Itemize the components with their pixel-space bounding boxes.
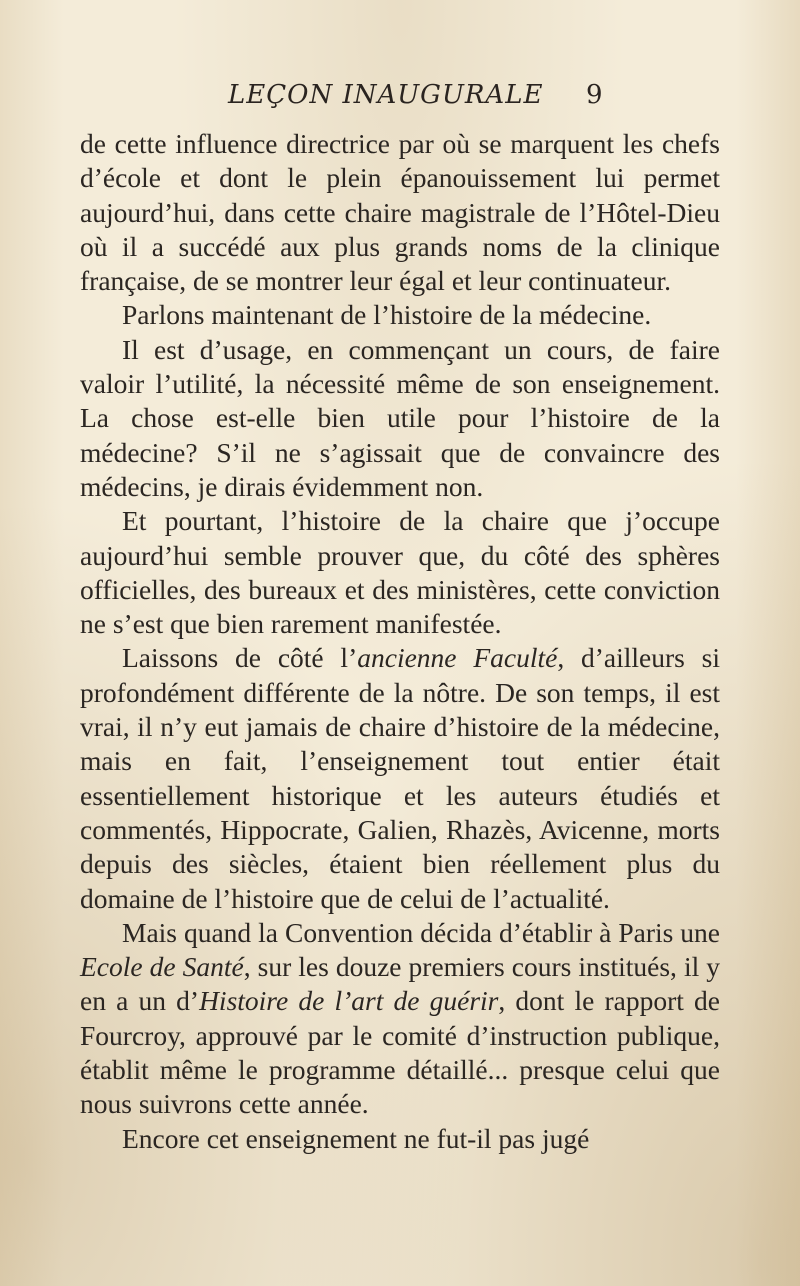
- page-header: [0, 80, 800, 120]
- text-run: , sur les douze premiers cours institués, il y en a un d’: [80, 951, 721, 1017]
- text-run: Et pourtant, l’histoire de la chaire que j’occupe aujourd’hui semble prouver que, du côté des sphères officielles, des bureaux et des ministères, cette conviction ne s’est que bien rarement manifestée.: [80, 505, 720, 640]
- text-run: , d’ailleurs si profondément différente de la nôtre. De son temps, il est vrai, il n’y eut jamais de chaire d’histoire de la médecine, mais en fait, l’enseignement tout entier était essentiellement historique et les auteurs étudiés et commentés, Hippocrate, Galien, Rhazès, Avicenne, morts depuis des siècles, étaient bien réellement plus du domaine de l’histoire que de celui de l’actualité.: [80, 642, 720, 914]
- text-run: Encore cet enseignement ne fut-il pas jugé: [122, 1122, 590, 1154]
- text-run: Parlons maintenant de l’histoire de la médecine.: [122, 299, 652, 331]
- text-run: , dont le rapport de Fourcroy, approuvé par le comité d’instruction publique, établit même le programme détaillé... presque celui que nous suivrons cette année.: [80, 985, 721, 1120]
- paragraph-3: [80, 333, 720, 504]
- paragraph-1: [80, 127, 720, 298]
- paragraph-2: [80, 298, 720, 332]
- text-run: Il est d’usage, en commençant un cours, de faire valoir l’utilité, la nécessité même de son enseignement. La chose est-elle bien utile pour l’histoire de la médecine? S’il ne s’agissait que de convaincre des médecins, je dirais évidemment non.: [80, 333, 720, 502]
- paragraph-7: [80, 1122, 720, 1156]
- text-run: Laissons de côté l’: [122, 642, 358, 674]
- paragraph-5: [80, 641, 720, 915]
- italic-text-run: Ecole de Santé: [80, 951, 244, 983]
- text-run: de cette influence directrice par où se marquent les chefs d’école et dont le plein épanouissement lui permet aujourd’hui, dans cette chaire magistrale de l’Hôtel-Dieu où il a succédé aux plus grands noms de la clinique française, de se montrer leur égal et leur continuateur.: [80, 128, 720, 297]
- body-text: [80, 127, 720, 1156]
- running-title: LEÇON INAUGURALE: [228, 80, 544, 110]
- paragraph-6: [80, 916, 720, 1122]
- paragraph-4: [80, 504, 720, 641]
- page-number: 9: [586, 80, 603, 110]
- italic-text-run: ancienne Faculté: [357, 642, 558, 674]
- text-run: Mais quand la Convention décida d’établir à Paris une: [122, 916, 720, 948]
- italic-text-run: Histoire de l’art de guérir: [199, 985, 499, 1017]
